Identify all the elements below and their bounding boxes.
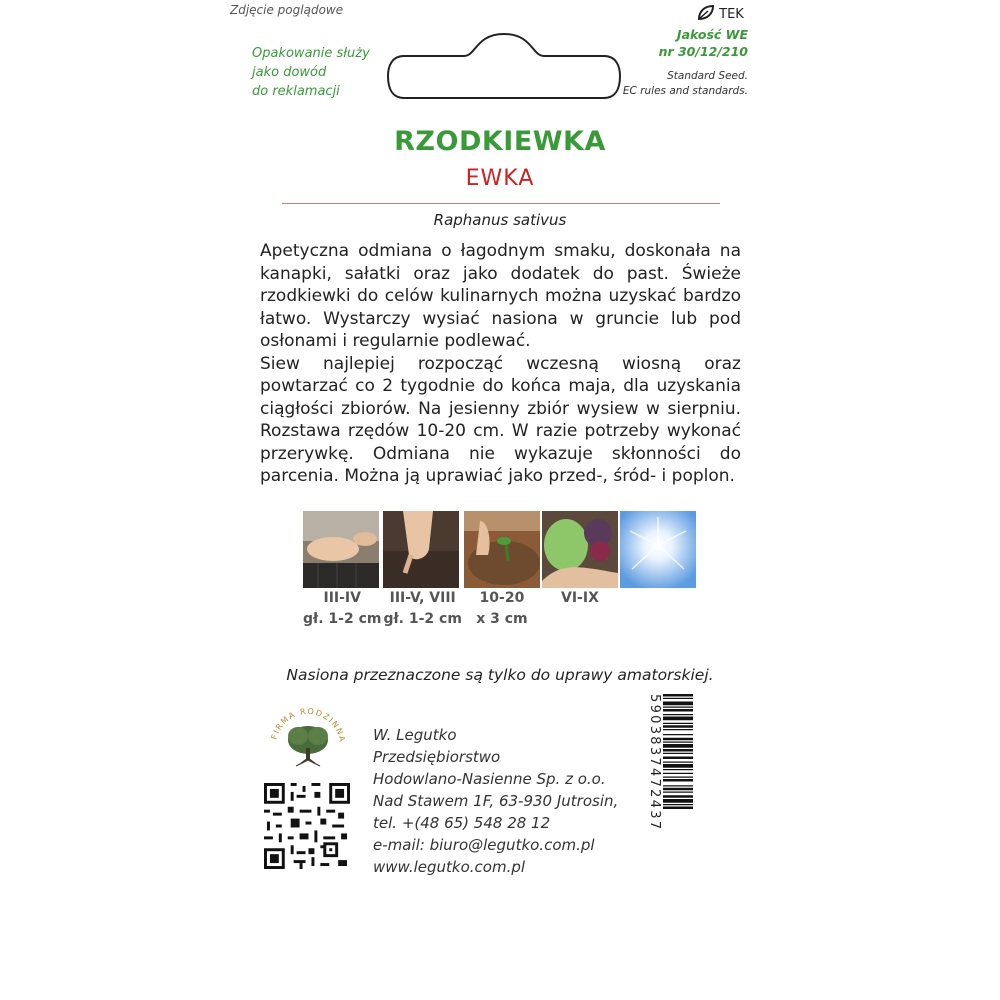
complaint-note-line: Opakowanie służy — [252, 46, 370, 61]
barcode-bar — [663, 714, 693, 715]
barcode-bar — [663, 729, 693, 730]
description-paragraph: Apetyczna odmiana o łagodnym smaku, doskonała na kanapki, sałatki oraz jako dodatek do past. Świeże rzodkiewki do celów kulinarnych można uzyskać bardzo łatwo. Wystarczy wysiać nasiona w gruncie lub pod osłonami i regularnie podlewać. — [260, 241, 741, 351]
disclaimer: Nasiona przeznaczone są tylko do uprawy amatorskiej. — [286, 666, 714, 684]
tek-label: TEK — [719, 7, 744, 22]
seedling-spacing-photo — [464, 511, 540, 588]
barcode-bar — [663, 723, 693, 724]
barcode-number: 5903837472437 — [647, 694, 662, 832]
barcode-bar — [663, 698, 693, 699]
step-label: III-V, VIII — [389, 590, 456, 606]
quality-line: Jakość WE — [676, 27, 748, 42]
barcode-bar — [663, 742, 693, 743]
address-line: W. Legutko — [373, 726, 457, 744]
barcode-bar — [663, 804, 693, 805]
barcode-bar — [663, 738, 693, 741]
quality-line: nr 30/12/210 — [658, 44, 748, 59]
barcode-bar — [663, 725, 693, 728]
barcode-bar — [663, 753, 693, 754]
cultivation-step — [542, 511, 618, 630]
barcode-bar — [663, 762, 693, 763]
cultivation-step — [620, 511, 696, 630]
variety-name: EWKA — [465, 166, 535, 191]
barcode-bar — [663, 785, 693, 786]
qr-code — [264, 783, 350, 869]
complaint-note — [252, 44, 370, 101]
tek-badge — [697, 5, 744, 22]
barcode-bar — [663, 777, 693, 778]
website-link[interactable]: www.legutko.com.pl — [373, 858, 526, 876]
logo-text: FIRMA RODZINNA — [269, 706, 347, 744]
barcode-bar — [663, 694, 693, 697]
harvest-photo — [542, 511, 618, 588]
latin-name: Raphanus sativus — [433, 211, 567, 229]
cultivation-steps — [303, 511, 696, 630]
complaint-note-line: jako dowód — [252, 65, 327, 80]
sowing-trays-photo — [303, 511, 379, 588]
barcode-bar — [663, 788, 693, 791]
barcode-bar — [663, 795, 693, 798]
standard-info — [623, 69, 748, 99]
step-detail: gł. 1-2 cm — [383, 611, 462, 627]
title-divider — [282, 203, 720, 204]
step-label: III-IV — [323, 590, 361, 606]
step-label: 10-20 — [479, 590, 525, 606]
barcode-bar — [663, 702, 693, 706]
barcode-bar — [663, 717, 693, 721]
barcode-bar — [663, 792, 693, 793]
standard-line: EC rules and standards. — [622, 85, 748, 97]
step-label: VI-IX — [561, 590, 599, 606]
leaf-icon — [697, 5, 715, 21]
complaint-note-line: do reklamacji — [252, 84, 340, 99]
standard-line: Standard Seed. — [667, 70, 748, 82]
barcode-bar — [663, 773, 693, 774]
description — [260, 240, 741, 488]
quality-info — [659, 26, 748, 60]
family-company-logo — [266, 694, 350, 774]
sowing-soil-photo — [383, 511, 459, 588]
address-line: tel. +(48 65) 548 28 12 — [373, 814, 551, 832]
barcode-bar — [663, 734, 693, 735]
cultivation-step — [464, 511, 540, 630]
barcode-bar — [663, 769, 693, 770]
hanger-hole-outline — [384, 32, 624, 102]
barcode-bar — [663, 779, 693, 782]
cultivation-step — [303, 511, 381, 630]
email-link[interactable]: e-mail: biuro@legutko.com.pl — [373, 836, 595, 854]
barcode-bar — [663, 764, 693, 768]
company-address — [373, 724, 618, 878]
preview-note: Zdjęcie poglądowe — [230, 3, 344, 17]
barcode-bar — [663, 807, 693, 810]
barcode-bar — [663, 749, 693, 752]
address-line: Nad Stawem 1F, 63-930 Jutrosin, — [373, 792, 619, 810]
barcode-bar — [663, 709, 693, 712]
sun-photo — [620, 511, 696, 588]
barcode-bar — [663, 799, 693, 803]
barcode-bar — [663, 707, 693, 708]
cultivation-step — [383, 511, 461, 630]
barcode-bar — [663, 744, 693, 748]
address-line: Przedsiębiorstwo — [373, 748, 501, 766]
product-name: RZODKIEWKA — [394, 126, 606, 157]
address-line: Hodowlano-Nasienne Sp. z o.o. — [373, 770, 606, 788]
step-detail: x 3 cm — [476, 611, 528, 627]
description-paragraph: Siew najlepiej rozpocząć wczesną wiosną oraz powtarzać co 2 tygodnie do końca maja, dla uzyskania ciągłości zbiorów. Na jesienny zbiór wysiew w sierpniu. Rozstawa rzędów 10-20 cm. W razie potrzeby wykonać przerywkę. Odmiana nie wykazuje skłonności do parcenia. Można ją uprawiać jako przed-, śród- i poplon. — [260, 353, 741, 486]
ean-barcode — [643, 694, 693, 884]
step-detail: gł. 1-2 cm — [303, 611, 382, 627]
barcode-bar — [663, 757, 693, 760]
